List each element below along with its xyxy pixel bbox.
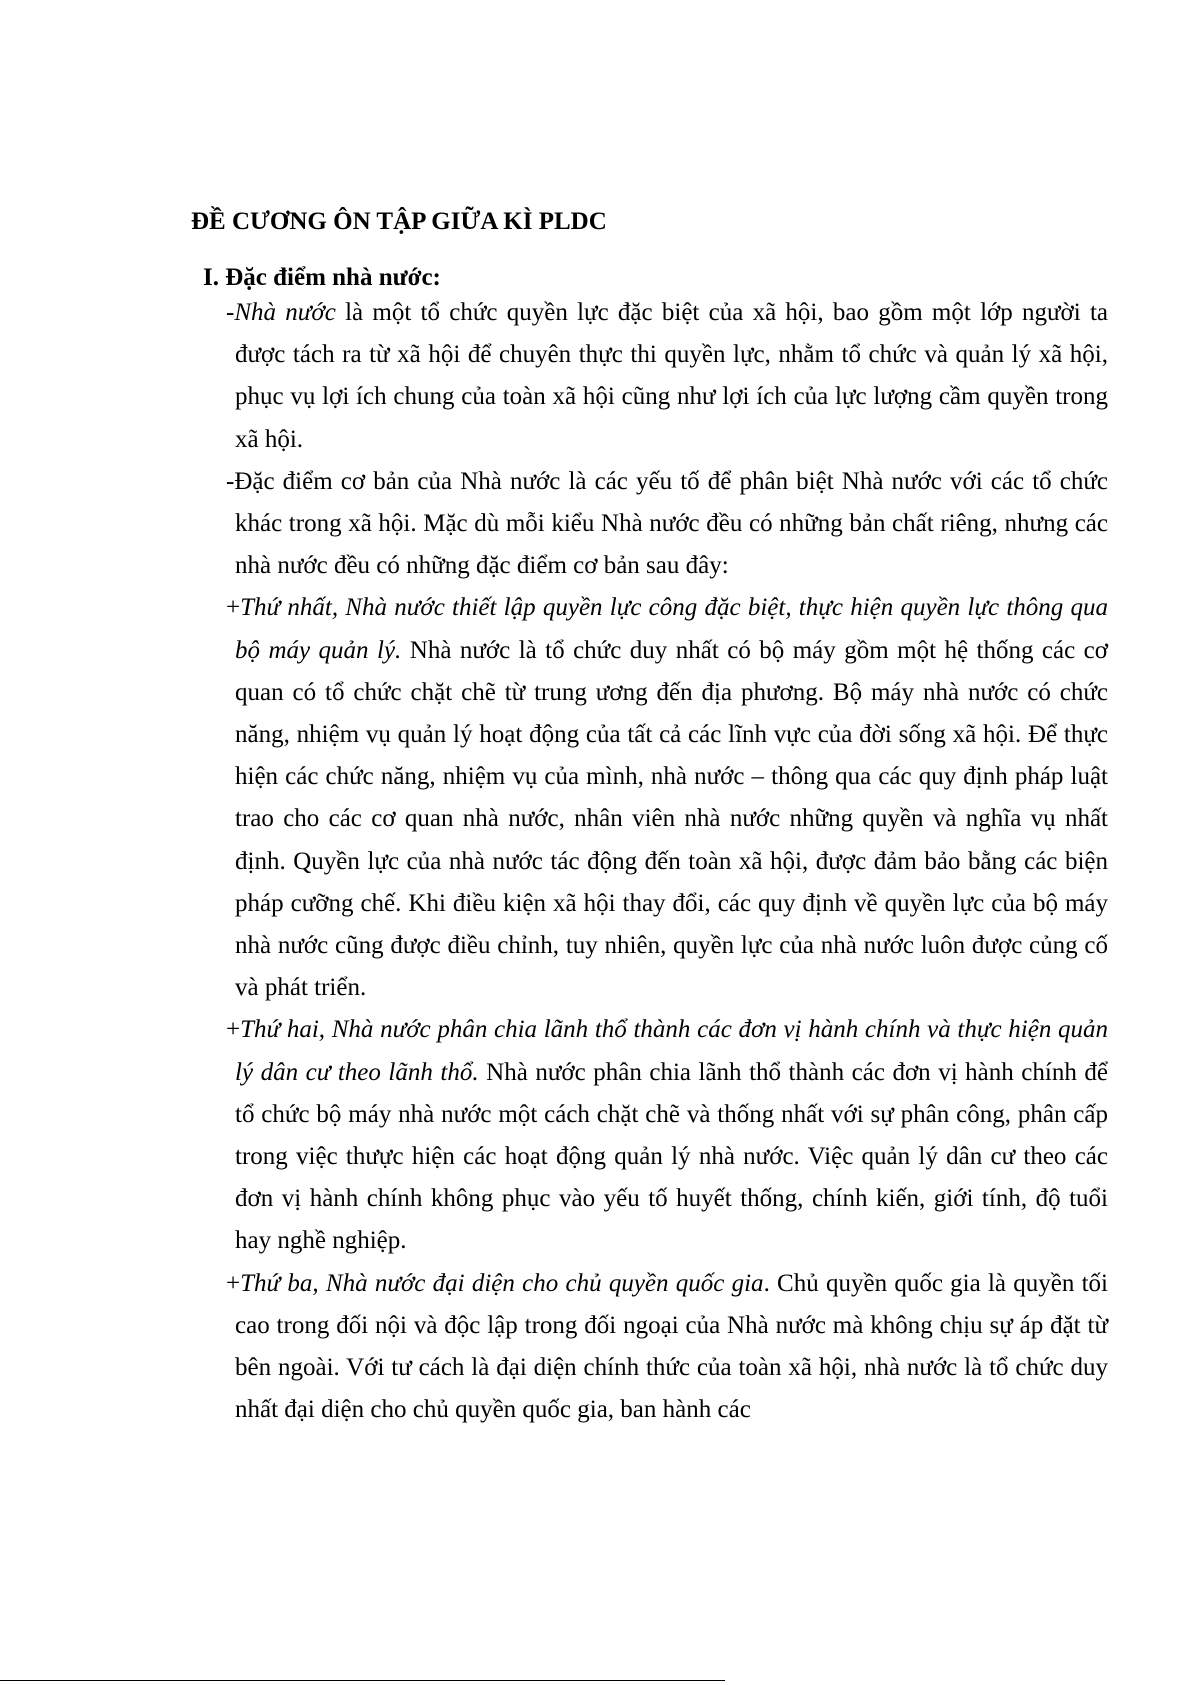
paragraph-second-characteristic bbox=[226, 1009, 1108, 1262]
paragraph-third-characteristic bbox=[226, 1263, 1108, 1432]
paragraph-text: Đặc điểm cơ bản của Nhà nước là các yếu tố để phân biệt Nhà nước với các tổ chức khác trong xã hội. Mặc dù mỗi kiểu Nhà nước đều có những bản chất riêng, nhưng các nhà nước đều có những đặc điểm cơ bản sau đây: bbox=[234, 467, 1108, 580]
paragraph-lead: Thứ nhất, Nhà nước thiết lập quyền lực công đặc biệt, thực hiện quyền lực thông qua bộ máy quản lý. bbox=[235, 594, 1108, 664]
footer-divider bbox=[0, 1680, 725, 1681]
paragraph-lead: Thứ ba, Nhà nước đại diện cho chủ quyền quốc gia bbox=[240, 1269, 764, 1297]
paragraph-lead: Nhà nước bbox=[234, 299, 336, 326]
paragraph-prefix: + bbox=[226, 1016, 241, 1044]
paragraph-text: . Chủ quyền quốc gia là quyền tối cao trong đối nội và độc lập trong đối ngoại của Nhà nước mà không chịu sự áp đặt từ bên ngoài. Với tư cách là đại diện chính thức của toàn xã hội, nhà nước là tổ chức duy nhất đại diện cho chủ quyền quốc gia, ban hành các bbox=[235, 1269, 1108, 1424]
paragraph-characteristics-intro bbox=[226, 461, 1108, 588]
document-body bbox=[226, 292, 1108, 1431]
paragraph-prefix: + bbox=[226, 1269, 241, 1297]
paragraph-definition bbox=[226, 292, 1108, 461]
paragraph-text: Nhà nước là tổ chức duy nhất có bộ máy gồm một hệ thống các cơ quan có tổ chức chặt chẽ từ trung ương đến địa phương. Bộ máy nhà nước có chức năng, nhiệm vụ quản lý hoạt động của tất cả các lĩnh vực của đời sống xã hội. Để thực hiện các chức năng, nhiệm vụ của mình, nhà nước – thông qua các quy định pháp luật trao cho các cơ quan nhà nước, nhân viên nhà nước những quyền và nghĩa vụ nhất định. Quyền lực của nhà nước tác động đến toàn xã hội, được đảm bảo bằng các biện pháp cưỡng chế. Khi điều kiện xã hội thay đổi, các quy định về quyền lực của bộ máy nhà nước cũng được điều chỉnh, tuy nhiên, quyền lực của nhà nước luôn được củng cố và phát triển. bbox=[235, 636, 1108, 1002]
paragraph-text: Nhà nước phân chia lãnh thổ thành các đơn vị hành chính để tổ chức bộ máy nhà nước một cách chặt chẽ và thống nhất với sự phân công, phân cấp trong việc thưực hiện các hoạt động quản lý nhà nước. Việc quản lý dân cư theo các đơn vị hành chính không phục vào yếu tố huyết thống, chính kiến, giới tính, độ tuổi hay nghề nghiệp. bbox=[235, 1058, 1108, 1255]
paragraph-text: là một tổ chức quyền lực đặc biệt của xã hội, bao gồm một lớp người ta được tách ra từ xã hội để chuyên thực thi quyền lực, nhằm tổ chức và quản lý xã hội, phục vụ lợi ích chung của toàn xã hội cũng như lợi ích của lực lượng cầm quyền trong xã hội. bbox=[235, 299, 1108, 453]
paragraph-first-characteristic bbox=[226, 587, 1108, 1009]
section-heading: I. Đặc điểm nhà nước: bbox=[203, 264, 441, 291]
document-title: ĐỀ CƯƠNG ÔN TẬP GIỮA KÌ PLDC bbox=[191, 208, 607, 235]
paragraph-lead: Thứ hai, Nhà nước phân chia lãnh thổ thành các đơn vị hành chính và thực hiện quản lý dân cư theo lãnh thổ. bbox=[235, 1016, 1108, 1086]
paragraph-prefix: - bbox=[226, 299, 235, 326]
paragraph-prefix: - bbox=[226, 467, 235, 495]
paragraph-prefix: + bbox=[226, 594, 241, 622]
